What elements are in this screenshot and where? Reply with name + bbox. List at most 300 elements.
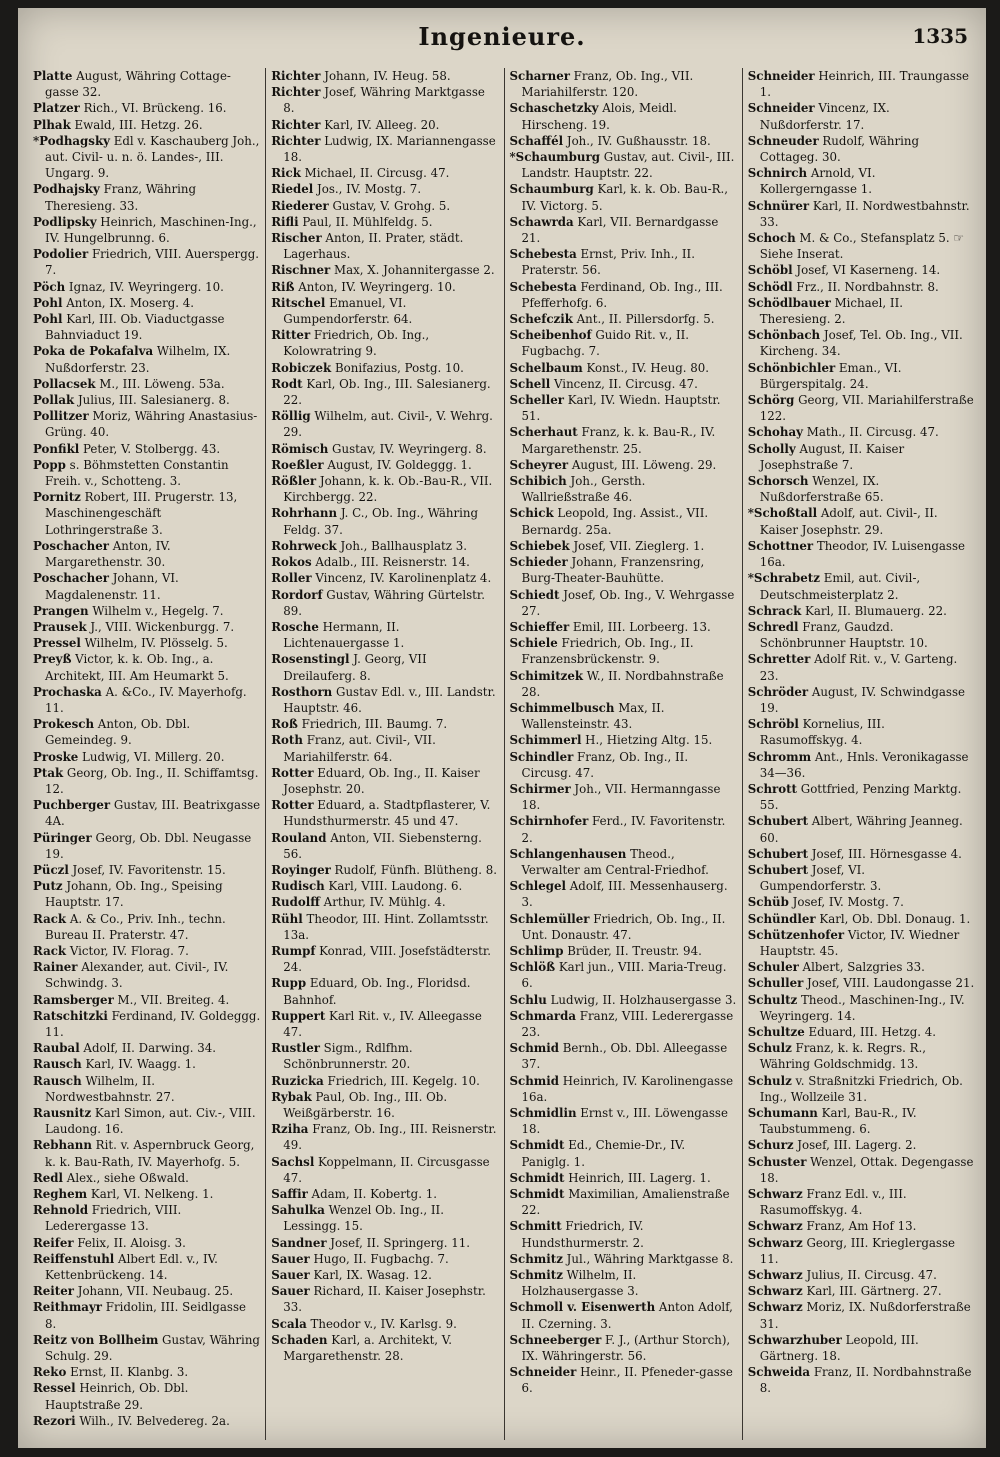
- directory-entry: [748, 894, 975, 910]
- entry-details: Vincenz, II. Circusg. 47.: [550, 376, 698, 391]
- page-header: [18, 22, 986, 62]
- directory-entry: [271, 830, 498, 862]
- entry-details: Hugo, II. Fugbachg. 7.: [309, 1251, 449, 1266]
- directory-entry: [271, 1316, 498, 1332]
- entry-details: Vincenz, IX. Nußdorferstr. 17.: [759, 101, 890, 132]
- entry-name: Römisch: [271, 441, 329, 456]
- entry-details: Theodor v., IV. Karlsg. 9.: [306, 1316, 457, 1331]
- entry-details: Theod., Verwalter am Central-Friedhof.: [521, 846, 709, 877]
- entry-name: Rokos: [271, 555, 312, 570]
- entry-name: Schuler: [747, 960, 799, 975]
- entry-name: Ruzicka: [271, 1073, 324, 1088]
- directory-entry: [271, 84, 498, 116]
- directory-entry: [271, 133, 498, 165]
- entry-name: Pohl: [33, 312, 63, 327]
- entry-details: Rudolf, Fünfh. Blütheng. 8.: [330, 862, 498, 877]
- entry-details: Victor, k. k. Ob. Ing., a. Architekt, III. Am Heumarkt 5.: [45, 652, 229, 683]
- entry-details: Michael, II. Theresieng. 2.: [759, 295, 903, 327]
- entry-name: Schmitz: [509, 1268, 563, 1283]
- entry-details: Alois, Meidl. Hirscheng. 19.: [521, 101, 677, 132]
- directory-entry: [748, 165, 975, 197]
- directory-entry: [748, 603, 975, 619]
- directory-entry: [510, 246, 737, 278]
- directory-entry: [748, 911, 975, 927]
- directory-entry: [748, 684, 975, 716]
- entry-name: Schiebek: [509, 538, 570, 553]
- directory-entry: [33, 246, 260, 278]
- directory-entry: [748, 538, 975, 570]
- entry-details: Wilhelm v., Hegelg. 7.: [88, 603, 224, 618]
- entry-name: Schönbach: [747, 328, 821, 343]
- entry-name: Podolier: [33, 247, 89, 262]
- entry-details: Franz, Ob. Ing., III. Reisnerstr. 49.: [283, 1122, 497, 1153]
- entry-details: August, III. Löweng. 29.: [568, 457, 717, 472]
- entry-name: Schuster: [747, 1154, 807, 1169]
- entry-name: Schöbl: [747, 263, 793, 278]
- directory-entry: [510, 1186, 737, 1218]
- entry-name: Reko: [33, 1365, 67, 1380]
- directory-entry: [510, 781, 737, 813]
- directory-entry: [271, 1008, 498, 1040]
- directory-entry: [748, 100, 975, 132]
- entry-details: F. J., (Arthur Storch), IX. Währingerstr. 56.: [521, 1332, 731, 1364]
- entry-details: Adolf Rit. v., V. Garteng. 23.: [759, 652, 958, 683]
- directory-entry: [510, 911, 737, 943]
- entry-details: Franz, Ob. Ing., VII. Mariahilferstr. 120.: [521, 69, 694, 100]
- directory-entry: [33, 1040, 260, 1056]
- entry-name: Rehnold: [33, 1203, 89, 1218]
- entry-name: Scharner: [509, 69, 570, 83]
- directory-entry: [33, 619, 260, 635]
- directory-entry: [271, 376, 498, 408]
- entry-name: Sauer: [271, 1251, 310, 1266]
- entry-details: Franz, VIII. Lederergasse 23.: [521, 1008, 734, 1039]
- entry-details: A. & Co., Priv. Inh., techn. Bureau II. Praterstr. 47.: [45, 911, 226, 942]
- directory-entry: [510, 943, 737, 959]
- entry-details: Edl v. Kaschauberg Joh., aut. Civil- u. n. ö. Landes-, III. Ungarg. 9.: [45, 133, 260, 181]
- entry-details: Alexander, aut. Civil-, IV. Schwindg. 3.: [45, 960, 229, 991]
- entry-name: Rosthorn: [271, 684, 333, 699]
- entry-name: Rezori: [33, 1413, 76, 1428]
- directory-entry: [271, 619, 498, 651]
- entry-name: Schmid: [509, 1073, 559, 1088]
- entry-details: Ant., II. Pillersdorfg. 5.: [572, 312, 715, 327]
- entry-details: August, Währing Cottage-gasse 32.: [45, 69, 231, 100]
- directory-entry: [510, 68, 737, 100]
- directory-entry: [510, 554, 737, 586]
- entry-details: August, IV. Schwindgasse 19.: [759, 684, 966, 715]
- entry-name: Prochaska: [33, 684, 102, 699]
- directory-entry: [271, 1040, 498, 1072]
- directory-entry: [510, 813, 737, 845]
- entry-details: Heinrich, Ob. Dbl. Hauptstraße 29.: [45, 1381, 189, 1412]
- entry-details: Joh., IV. Gußhausstr. 18.: [563, 133, 711, 148]
- directory-entry: [33, 1105, 260, 1137]
- entry-details: Karl, k. k. Ob. Bau-R., IV. Victorg. 5.: [521, 182, 728, 213]
- directory-entry: [510, 424, 737, 456]
- entry-name: Ponfikl: [33, 441, 80, 456]
- directory-entry: [271, 1283, 498, 1315]
- entry-name: Richter: [271, 117, 321, 132]
- entry-details: Math., II. Circusg. 47.: [802, 425, 939, 440]
- directory-entry: [271, 473, 498, 505]
- directory-entry: [271, 1332, 498, 1364]
- entry-details: Gustav, Währing Gürtelstr. 89.: [283, 587, 485, 618]
- entry-details: Friedrich, IV. Hundsthurmerstr. 2.: [521, 1219, 644, 1250]
- entry-details: Wilhelm, aut. Civil-, V. Wehrg. 29.: [283, 409, 493, 440]
- entry-name: Schnirch: [747, 166, 808, 181]
- entry-details: Michael, II. Circusg. 47.: [300, 166, 450, 181]
- entry-name: Rosche: [271, 619, 319, 634]
- entry-name: Schaffél: [509, 133, 564, 148]
- entry-name: Schödlbauer: [747, 295, 831, 310]
- entry-details: M., III. Löweng. 53a.: [95, 376, 225, 391]
- entry-details: Johann, Franzensring, Burg-Theater-Bauhütte.: [521, 555, 705, 586]
- entry-details: Friedrich, Ob. Ing., Kolowratring 9.: [283, 328, 430, 359]
- entry-name: Rack: [33, 911, 67, 926]
- directory-entry: [33, 684, 260, 716]
- entry-name: Schmidt: [509, 1170, 565, 1185]
- directory-entry: [748, 1299, 975, 1331]
- entry-details: Josef, Währing Marktgasse 8.: [283, 85, 485, 116]
- entry-details: Franz, k. k. Bau-R., IV. Margarethenstr. 25.: [521, 425, 716, 456]
- entry-name: Riedel: [271, 182, 314, 197]
- directory-entry: [748, 1073, 975, 1105]
- directory-entry: [33, 311, 260, 343]
- entry-name: Schelbaum: [509, 360, 583, 375]
- directory-entry: [748, 1040, 975, 1072]
- entry-details: August, IV. Goldeggg. 1.: [323, 457, 472, 472]
- entry-details: Ewald, III. Hetzg. 26.: [70, 117, 203, 132]
- directory-entry: [510, 457, 737, 473]
- directory-entry: [271, 732, 498, 764]
- entry-details: Joh., VII. Hermanngasse 18.: [521, 781, 721, 813]
- directory-entry: [33, 1073, 260, 1105]
- directory-entry: [748, 441, 975, 473]
- directory-entry: [510, 181, 737, 213]
- entry-details: Anton, IV. Weyringerg. 10.: [294, 279, 456, 294]
- entry-name: Saffir: [271, 1187, 308, 1202]
- entry-name: Schneider: [747, 69, 815, 83]
- entry-details: Josef, IV. Mostg. 7.: [788, 895, 904, 910]
- entry-name: Schottner: [747, 538, 814, 553]
- entry-details: Karl, III. Gärtnerg. 27.: [802, 1284, 942, 1299]
- entry-name: Schieder: [509, 555, 568, 570]
- entry-details: Ernst, Priv. Inh., II. Praterstr. 56.: [521, 247, 695, 278]
- entry-details: Joh., Ballhausplatz 3.: [336, 538, 468, 553]
- entry-name: Ressel: [33, 1381, 76, 1396]
- entry-details: Friedrich, Ob. Ing., II. Unt. Donaustr. 47.: [521, 911, 726, 942]
- entry-details: Karl, VII. Bernardgasse 21.: [521, 214, 719, 246]
- directory-entry: [748, 327, 975, 359]
- entry-name: Rausch: [33, 1057, 82, 1072]
- entry-details: Ludwig, II. Holzhausergasse 3.: [546, 992, 737, 1007]
- directory-entry: [748, 1283, 975, 1299]
- entry-name: Sauer: [271, 1268, 310, 1283]
- directory-entry: [33, 1283, 260, 1299]
- entry-name: Schlu: [509, 992, 547, 1007]
- directory-entry: [748, 360, 975, 392]
- directory-page: [18, 8, 986, 1448]
- entry-name: Scherhaut: [509, 425, 578, 440]
- entry-name: Schmoll v. Eisenwerth: [509, 1300, 656, 1315]
- directory-entry: [510, 878, 737, 910]
- directory-entry: [510, 619, 737, 635]
- directory-entry: [510, 635, 737, 667]
- entry-name: Schindler: [509, 749, 574, 764]
- entry-name: Schneuder: [747, 133, 819, 148]
- directory-entry: [33, 392, 260, 408]
- directory-entry: [33, 1332, 260, 1364]
- entry-name: Poka de Pokafalva: [33, 344, 154, 359]
- entry-name: Schorsch: [747, 474, 809, 489]
- entry-name: Scholly: [747, 441, 796, 456]
- entry-name: Scheibenhof: [509, 328, 592, 343]
- entry-details: Gustav, IV. Weyringerg. 8.: [328, 441, 487, 456]
- directory-entry: [510, 700, 737, 732]
- entry-details: Ferd., IV. Favoritenstr. 2.: [521, 814, 726, 845]
- entry-name: Rouland: [271, 830, 327, 845]
- directory-entry: [748, 133, 975, 165]
- directory-entry: [510, 133, 737, 149]
- entry-details: Karl, Bau-R., IV. Taubstummeng. 6.: [759, 1106, 917, 1137]
- entry-name: Raubal: [33, 1041, 80, 1056]
- directory-entry: [33, 959, 260, 991]
- directory-entry: [271, 684, 498, 716]
- directory-entry: [748, 975, 975, 991]
- entry-details: Albert, Salzgries 33.: [798, 960, 925, 975]
- entry-details: Friedrich, VIII. Auerspergg. 7.: [45, 247, 260, 278]
- entry-details: Georg, VII. Mariahilferstraße 122.: [759, 393, 974, 424]
- directory-entry: [510, 587, 737, 619]
- entry-details: Heinr., II. Pfeneder-gasse 6.: [521, 1365, 733, 1396]
- directory-entry: [748, 813, 975, 845]
- entry-details: s. Böhmstetten Constantin Freih. v., Schotteng. 3.: [45, 457, 229, 489]
- entry-details: Karl, II. Blumauerg. 22.: [801, 603, 947, 618]
- directory-entry: [510, 327, 737, 359]
- directory-entry: [33, 570, 260, 602]
- directory-entry: [33, 1170, 260, 1186]
- directory-entry: [748, 1105, 975, 1137]
- entry-details: Wilhelm, II. Nordwestbahnstr. 27.: [45, 1073, 175, 1104]
- directory-entry: [748, 1267, 975, 1283]
- entry-name: Schretter: [747, 652, 811, 667]
- entry-details: Adolf, aut. Civil-, II. Kaiser Josephstr. 29.: [759, 506, 938, 537]
- page-title: Ingenieure.: [418, 22, 586, 51]
- entry-details: Rudolf, Währing Cottageg. 30.: [759, 133, 920, 165]
- entry-details: Arnold, VI. Kollergerngasse 1.: [759, 166, 876, 197]
- entry-details: Konst., IV. Heug. 80.: [582, 360, 710, 375]
- entry-details: Julius, III. Salesianerg. 8.: [74, 393, 230, 408]
- entry-name: *Schrabetz: [747, 571, 820, 586]
- directory-entry: [510, 1170, 737, 1186]
- entry-details: Karl, a. Architekt, V. Margarethenstr. 28.: [283, 1332, 453, 1364]
- entry-name: Rack: [33, 943, 67, 958]
- entry-details: Victor, IV. Florag. 7.: [66, 943, 189, 958]
- entry-name: Schaumburg: [509, 182, 594, 197]
- directory-entry: [271, 911, 498, 943]
- directory-entry: [33, 716, 260, 748]
- entry-details: Anton, IV. Margarethenstr. 30.: [45, 538, 171, 570]
- directory-entry: [33, 100, 260, 116]
- entry-details: Karl, II. Nordwestbahnstr. 33.: [759, 198, 970, 229]
- entry-details: Peter, V. Stolbergg. 43.: [79, 441, 221, 456]
- entry-name: Schubert: [747, 862, 809, 877]
- entry-details: Leopold, III. Gärtnerg. 18.: [759, 1332, 919, 1364]
- entry-details: Victor, IV. Wiedner Hauptstr. 45.: [759, 927, 960, 958]
- entry-name: Pressel: [33, 636, 81, 651]
- entry-details: Josef, VII. Zieglerg. 1.: [569, 538, 705, 553]
- entry-details: v. Straßnitzki Friedrich, Ob. Ing., Wollzeile 31.: [759, 1073, 963, 1104]
- entry-details: Karl, VI. Nelkeng. 1.: [87, 1187, 214, 1202]
- entry-name: Schwarz: [747, 1268, 803, 1283]
- entry-details: Anton, IX. Moserg. 4.: [62, 295, 195, 310]
- entry-details: Rit. v. Aspernbruck Georg, k. k. Bau-Rath, IV. Mayerhofg. 5.: [45, 1138, 255, 1169]
- entry-name: Poschacher: [33, 571, 109, 586]
- entry-details: Albert, Währing Jeanneg. 60.: [759, 814, 963, 845]
- entry-details: Max, II. Wallensteinstr. 43.: [521, 700, 665, 732]
- entry-details: Alex., siehe Oßwald.: [63, 1170, 189, 1185]
- directory-entry: [271, 1089, 498, 1121]
- entry-name: Schebesta: [509, 279, 577, 294]
- entry-details: Josef, VI. Gumpendorferstr. 3.: [759, 862, 882, 894]
- entry-name: Sahulka: [271, 1203, 325, 1218]
- directory-entry: [748, 846, 975, 862]
- directory-entry: [510, 1040, 737, 1072]
- directory-entry: [271, 797, 498, 829]
- entry-name: Schüb: [747, 895, 789, 910]
- entry-details: M. & Co., Stefansplatz 5. ☞ Siehe Inserat.: [759, 231, 964, 262]
- entry-name: Royinger: [271, 862, 331, 877]
- entry-details: Guido Rit. v., II. Fugbachg. 7.: [521, 328, 690, 359]
- entry-details: Jul., Währing Marktgasse 8.: [562, 1251, 734, 1266]
- directory-entry: [748, 749, 975, 781]
- directory-entry: [510, 1073, 737, 1105]
- entry-details: Konrad, VIII. Josefstädterstr. 24.: [283, 943, 491, 975]
- entry-details: Vincenz, IV. Karolinenplatz 4.: [311, 571, 492, 586]
- entry-name: Sauer: [271, 1284, 310, 1299]
- entry-details: Josef, VIII. Laudongasse 21.: [803, 976, 975, 991]
- entry-details: Johann, Ob. Ing., Speising Hauptstr. 17.: [45, 879, 223, 910]
- directory-entry: [510, 538, 737, 554]
- entry-name: Richter: [271, 133, 321, 148]
- directory-entry: [271, 408, 498, 440]
- directory-entry: [510, 959, 737, 991]
- directory-entry: [271, 214, 498, 230]
- directory-entry: [510, 473, 737, 505]
- entry-name: Platte: [33, 69, 73, 83]
- entry-name: Schörg: [747, 393, 795, 408]
- entry-details: Wilhelm, II. Holzhausergasse 3.: [521, 1268, 639, 1299]
- directory-entry: [748, 230, 975, 262]
- entry-name: Schnürer: [747, 198, 810, 213]
- directory-entry: [748, 992, 975, 1024]
- directory-entry: [748, 1024, 975, 1040]
- directory-entry: [33, 797, 260, 829]
- directory-entry: [33, 117, 260, 133]
- directory-entry: [33, 862, 260, 878]
- entry-name: Rosenstingl: [271, 652, 350, 667]
- entry-name: Putz: [33, 879, 63, 894]
- entry-details: Karl, IV. Waagg. 1.: [81, 1057, 196, 1072]
- entry-details: Karl Rit. v., IV. Alleegasse 47.: [283, 1008, 482, 1039]
- entry-name: Schiele: [509, 636, 558, 651]
- entry-name: Schimmerl: [509, 733, 582, 748]
- entry-name: Schrott: [747, 781, 798, 796]
- directory-entry: [271, 1073, 498, 1089]
- directory-entry: [33, 489, 260, 538]
- directory-entry: [510, 214, 737, 246]
- entry-name: Schmidlin: [509, 1106, 577, 1120]
- entry-details: Josef, IV. Favoritenstr. 15.: [68, 862, 226, 877]
- entry-name: Schmidt: [509, 1138, 565, 1153]
- entry-details: Moriz, IX. Nußdorferstraße 31.: [759, 1300, 971, 1331]
- directory-entry: [33, 1251, 260, 1283]
- directory-entry: [748, 473, 975, 505]
- entry-details: Emil, III. Lorbeerg. 13.: [569, 619, 711, 634]
- directory-entry: [271, 878, 498, 894]
- entry-details: Heinrich, Maschinen-Ing., IV. Hungelbrunng. 6.: [45, 214, 257, 246]
- entry-name: Pöch: [33, 279, 66, 294]
- entry-name: Pornitz: [33, 490, 81, 505]
- entry-name: Rziha: [271, 1122, 309, 1137]
- entry-name: Schwarzhuber: [747, 1332, 842, 1347]
- directory-entry: [271, 68, 498, 84]
- entry-details: Gottfried, Penzing Marktg. 55.: [759, 781, 962, 813]
- entry-name: Schlemüller: [509, 911, 590, 926]
- entry-details: Richard, II. Kaiser Josephstr. 33.: [283, 1284, 486, 1315]
- entry-name: Püczl: [33, 862, 69, 877]
- directory-entry: [510, 1364, 737, 1396]
- entry-details: Adalb., III. Reisnerstr. 14.: [311, 555, 470, 570]
- entry-details: Paul, II. Mühlfeldg. 5.: [298, 214, 433, 229]
- directory-entry: [33, 1056, 260, 1072]
- directory-entry: [748, 279, 975, 295]
- directory-entry: [33, 1137, 260, 1169]
- entry-details: Franz, Gaudzd. Schönbrunner Hauptstr. 10.: [759, 619, 928, 651]
- directory-entry: [33, 765, 260, 797]
- entry-name: Schneider: [509, 1365, 577, 1380]
- directory-entry: [33, 343, 260, 375]
- entry-details: Johann, IV. Heug. 58.: [320, 69, 451, 83]
- entry-details: Bernh., Ob. Dbl. Alleegasse 37.: [521, 1041, 728, 1072]
- entry-name: Popp: [33, 457, 66, 472]
- directory-entry: [33, 408, 260, 440]
- directory-entry: [271, 570, 498, 586]
- directory-entry: [510, 1137, 737, 1169]
- entry-details: Fridolin, III. Seidlgasse 8.: [45, 1300, 246, 1331]
- directory-entry: [748, 198, 975, 230]
- entry-name: Riederer: [271, 198, 329, 213]
- entry-name: Rischner: [271, 263, 331, 278]
- entry-details: Karl, IV. Alleeg. 20.: [320, 117, 440, 132]
- entry-name: Schultz: [747, 992, 798, 1007]
- directory-entry: [271, 505, 498, 537]
- entry-name: Rudolff: [271, 895, 320, 910]
- entry-details: Julius, II. Circusg. 47.: [802, 1268, 937, 1283]
- directory-entry: [510, 392, 737, 424]
- entry-name: Schredl: [747, 619, 799, 634]
- entry-name: Roeßler: [271, 457, 324, 472]
- entry-details: Max, X. Johannitergasse 2.: [330, 263, 495, 278]
- directory-entry: [33, 1364, 260, 1380]
- entry-details: Ernst v., III. Löwengasse 18.: [521, 1106, 728, 1137]
- directory-entry: [510, 149, 737, 181]
- entry-name: Schwarz: [747, 1284, 803, 1299]
- directory-entry: [33, 911, 260, 943]
- directory-entry: [748, 1186, 975, 1218]
- entry-name: Sandner: [271, 1235, 327, 1250]
